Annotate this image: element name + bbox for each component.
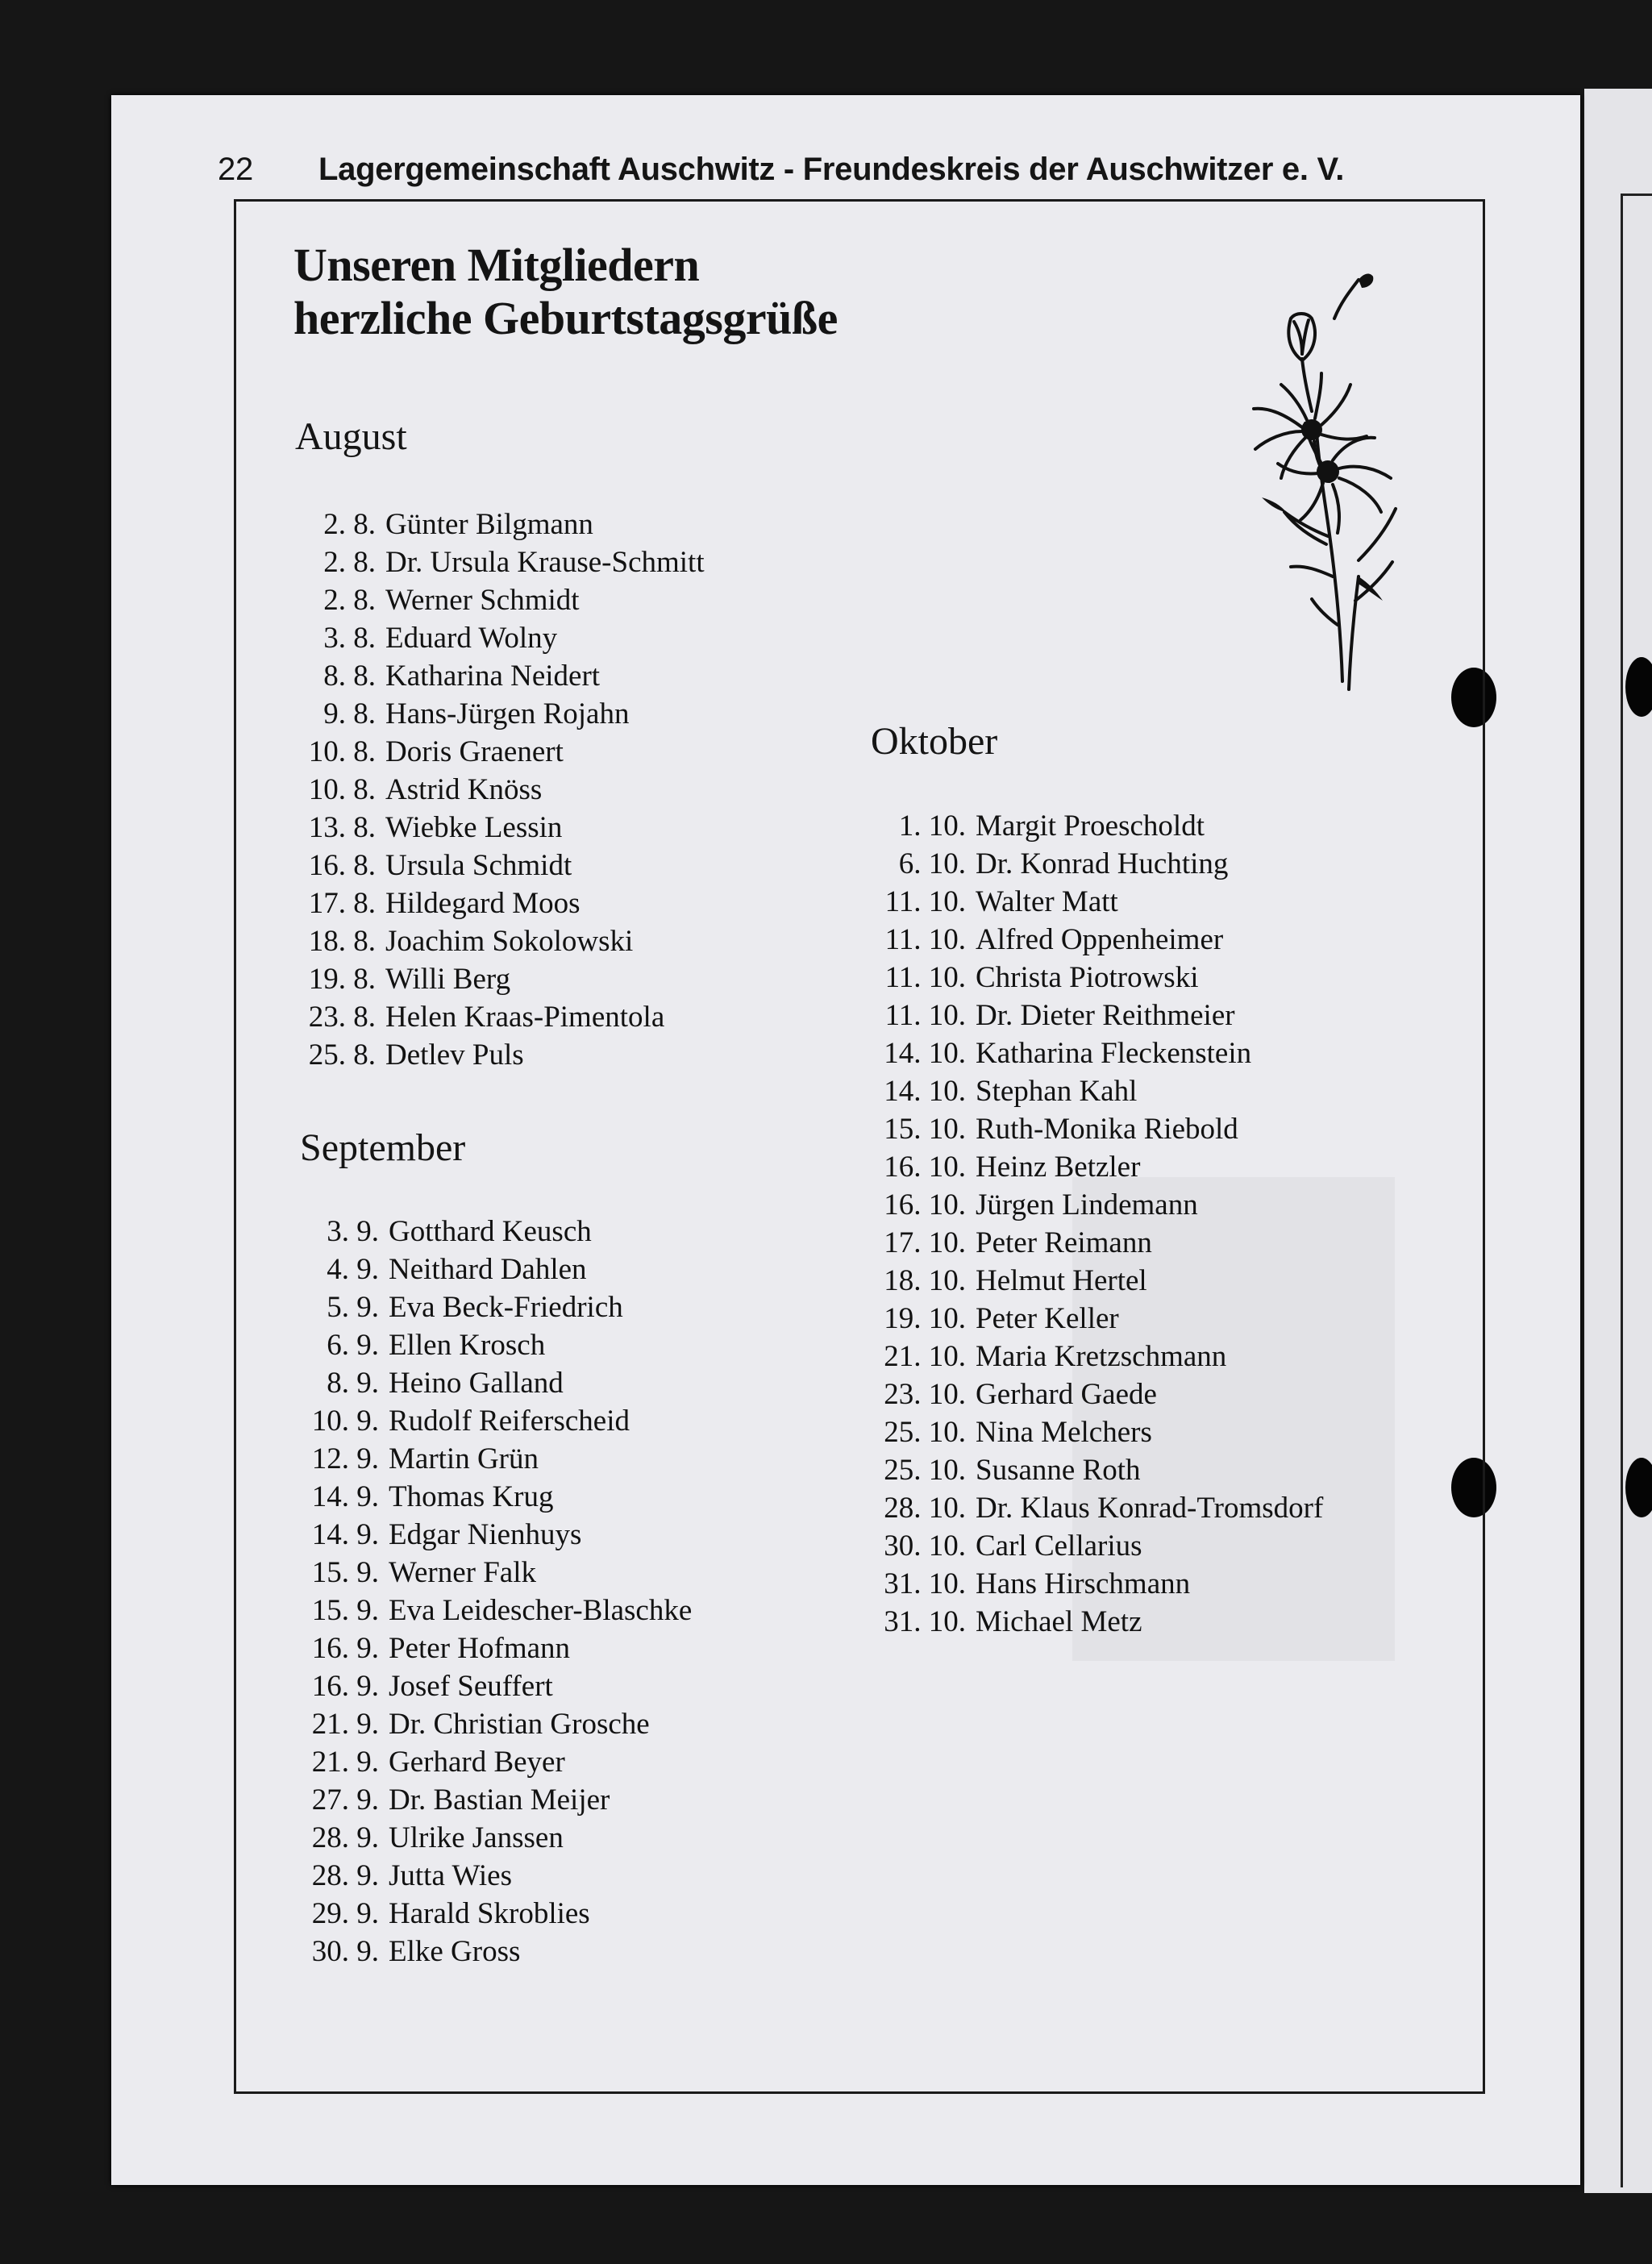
member-name: Dr. Dieter Reithmeier <box>976 999 1235 1032</box>
member-name: Günter Bilgmann <box>385 508 593 541</box>
birthday-date: 27. 9. <box>311 1783 379 1817</box>
member-name: Eva Beck-Friedrich <box>389 1291 623 1324</box>
member-name: Dr. Klaus Konrad-Tromsdorf <box>976 1492 1324 1525</box>
birthday-date: 3. 8. <box>323 622 376 655</box>
birthday-date: 30. 10. <box>884 1529 966 1563</box>
member-name: Eva Leidescher-Blaschke <box>389 1594 693 1627</box>
member-name: Harald Skroblies <box>389 1897 590 1930</box>
list-item <box>285 1667 692 1705</box>
birthday-list-september <box>285 1213 692 1971</box>
list-item <box>285 1288 692 1326</box>
birthday-date: 14. 9. <box>311 1480 379 1513</box>
member-name: Werner Schmidt <box>385 584 580 617</box>
member-name: Margit Proescholdt <box>976 809 1205 843</box>
birthday-date: 17. 8. <box>308 887 376 920</box>
birthday-date: 8. 8. <box>323 660 376 693</box>
list-item <box>871 1565 1323 1603</box>
list-item <box>871 1224 1323 1262</box>
list-item <box>285 1705 692 1743</box>
member-name: Ulrike Janssen <box>389 1821 564 1854</box>
member-name: Michael Metz <box>976 1605 1142 1638</box>
month-heading-oktober: Oktober <box>871 720 998 763</box>
member-name: Elke Gross <box>389 1935 521 1968</box>
member-name: Astrid Knöss <box>385 773 543 806</box>
list-item <box>871 1489 1323 1527</box>
member-name: Hildegard Moos <box>385 887 580 920</box>
list-item <box>282 695 705 733</box>
birthday-date: 6. 10. <box>898 847 966 880</box>
flower-icon <box>1238 270 1415 697</box>
list-item <box>282 619 705 657</box>
birthday-date: 25. 8. <box>308 1038 376 1072</box>
list-item <box>285 1326 692 1364</box>
list-item <box>282 733 705 771</box>
member-name: Willi Berg <box>385 963 511 996</box>
list-item <box>285 1857 692 1895</box>
birthday-date: 2. 8. <box>323 584 376 617</box>
birthday-date: 14. 10. <box>884 1075 966 1108</box>
member-name: Katharina Fleckenstein <box>976 1037 1252 1070</box>
member-name: Doris Graenert <box>385 735 564 768</box>
list-item <box>285 1440 692 1478</box>
member-name: Wiebke Lessin <box>385 811 563 844</box>
birthday-date: 19. 8. <box>308 963 376 996</box>
birthday-date: 21. 9. <box>311 1746 379 1779</box>
member-name: Carl Cellarius <box>976 1529 1142 1563</box>
next-page-edge <box>1584 89 1652 2193</box>
list-item <box>285 1402 692 1440</box>
list-item <box>285 1251 692 1288</box>
birthday-date: 11. 10. <box>884 961 966 994</box>
next-page-punch-hole-lower <box>1625 1458 1652 1517</box>
birthday-date: 28. 10. <box>884 1492 966 1525</box>
list-item <box>282 884 705 922</box>
list-item <box>871 1110 1323 1148</box>
list-item <box>282 506 705 543</box>
list-item <box>285 1743 692 1781</box>
list-item <box>285 1592 692 1629</box>
member-name: Detlev Puls <box>385 1038 524 1072</box>
birthday-date: 18. 8. <box>308 925 376 958</box>
month-heading-august: August <box>295 415 407 458</box>
birthday-date: 11. 10. <box>884 923 966 956</box>
member-name: Edgar Nienhuys <box>389 1518 582 1551</box>
member-name: Jürgen Lindemann <box>976 1188 1198 1221</box>
list-item <box>871 1186 1323 1224</box>
member-name: Peter Hofmann <box>389 1632 571 1665</box>
month-heading-september: September <box>300 1126 466 1169</box>
birthday-date: 31. 10. <box>884 1567 966 1600</box>
birthday-date: 8. 9. <box>327 1367 379 1400</box>
member-name: Susanne Roth <box>976 1454 1141 1487</box>
list-item <box>871 959 1323 997</box>
birthday-date: 16. 9. <box>311 1632 379 1665</box>
birthday-date: 23. 8. <box>308 1001 376 1034</box>
list-item <box>282 809 705 847</box>
birthday-date: 11. 10. <box>884 999 966 1032</box>
birthday-date: 13. 8. <box>308 811 376 844</box>
page-number: 22 <box>218 152 253 187</box>
list-item <box>871 1413 1323 1451</box>
birthday-date: 2. 8. <box>323 508 376 541</box>
birthday-date: 16. 10. <box>884 1188 966 1221</box>
birthday-date: 23. 10. <box>884 1378 966 1411</box>
birthday-date: 5. 9. <box>327 1291 379 1324</box>
member-name: Helmut Hertel <box>976 1264 1147 1297</box>
birthday-date: 6. 9. <box>327 1329 379 1362</box>
member-name: Jutta Wies <box>389 1859 513 1892</box>
member-name: Helen Kraas-Pimentola <box>385 1001 665 1034</box>
birthday-date: 30. 9. <box>311 1935 379 1968</box>
member-name: Alfred Oppenheimer <box>976 923 1224 956</box>
member-name: Neithard Dahlen <box>389 1253 587 1286</box>
member-name: Dr. Ursula Krause-Schmitt <box>385 546 705 579</box>
list-item <box>871 1072 1323 1110</box>
member-name: Eduard Wolny <box>385 622 558 655</box>
birthday-date: 9. 8. <box>323 697 376 730</box>
birthday-date: 10. 8. <box>308 735 376 768</box>
member-name: Maria Kretzschmann <box>976 1340 1227 1373</box>
list-item <box>282 922 705 960</box>
next-page-punch-hole-upper <box>1625 657 1652 717</box>
member-name: Martin Grün <box>389 1442 539 1475</box>
birthday-date: 14. 10. <box>884 1037 966 1070</box>
member-name: Thomas Krug <box>389 1480 554 1513</box>
member-name: Dr. Christian Grosche <box>389 1708 650 1741</box>
list-item <box>282 771 705 809</box>
member-name: Peter Reimann <box>976 1226 1152 1259</box>
birthday-date: 10. 9. <box>311 1405 379 1438</box>
birthday-date: 11. 10. <box>884 885 966 918</box>
birthday-date: 18. 10. <box>884 1264 966 1297</box>
member-name: Christa Piotrowski <box>976 961 1199 994</box>
member-name: Hans-Jürgen Rojahn <box>385 697 630 730</box>
member-name: Ursula Schmidt <box>385 849 572 882</box>
list-item <box>282 657 705 695</box>
birthday-date: 1. 10. <box>898 809 966 843</box>
member-name: Katharina Neidert <box>385 660 601 693</box>
list-item <box>282 847 705 884</box>
list-item <box>871 1451 1323 1489</box>
list-item <box>285 1478 692 1516</box>
member-name: Peter Keller <box>976 1302 1119 1335</box>
birthday-date: 28. 9. <box>311 1859 379 1892</box>
birthday-date: 17. 10. <box>884 1226 966 1259</box>
list-item <box>871 1527 1323 1565</box>
list-item <box>285 1781 692 1819</box>
list-item <box>871 1603 1323 1641</box>
member-name: Heino Galland <box>389 1367 564 1400</box>
birthday-date: 12. 9. <box>311 1442 379 1475</box>
birthday-list-august <box>282 506 705 1074</box>
title-line-2: herzliche Geburtstagsgrüße <box>293 292 838 344</box>
list-item <box>282 960 705 998</box>
member-name: Dr. Bastian Meijer <box>389 1783 610 1817</box>
member-name: Ellen Krosch <box>389 1329 546 1362</box>
list-item <box>282 1036 705 1074</box>
page-title <box>293 239 838 345</box>
birthday-date: 29. 9. <box>311 1897 379 1930</box>
list-item <box>871 1338 1323 1375</box>
list-item <box>285 1629 692 1667</box>
list-item <box>282 543 705 581</box>
member-name: Gerhard Gaede <box>976 1378 1157 1411</box>
member-name: Heinz Betzler <box>976 1151 1141 1184</box>
member-name: Hans Hirschmann <box>976 1567 1191 1600</box>
list-item <box>871 1375 1323 1413</box>
member-name: Nina Melchers <box>976 1416 1152 1449</box>
list-item <box>282 581 705 619</box>
next-page-frame <box>1621 194 1652 2187</box>
member-name: Gotthard Keusch <box>389 1215 592 1248</box>
member-name: Gerhard Beyer <box>389 1746 565 1779</box>
list-item <box>871 921 1323 959</box>
birthday-date: 25. 10. <box>884 1416 966 1449</box>
header-title: Lagergemeinschaft Auschwitz - Freundeskreis der Auschwitzer e. V. <box>318 152 1345 187</box>
birthday-date: 10. 8. <box>308 773 376 806</box>
list-item <box>871 807 1323 845</box>
birthday-date: 19. 10. <box>884 1302 966 1335</box>
birthday-date: 25. 10. <box>884 1454 966 1487</box>
list-item <box>871 845 1323 883</box>
list-item <box>285 1819 692 1857</box>
birthday-date: 21. 9. <box>311 1708 379 1741</box>
birthday-date: 15. 9. <box>311 1594 379 1627</box>
list-item <box>285 1895 692 1933</box>
list-item <box>285 1213 692 1251</box>
list-item <box>871 1148 1323 1186</box>
birthday-date: 15. 9. <box>311 1556 379 1589</box>
list-item <box>871 1262 1323 1300</box>
list-item <box>871 997 1323 1034</box>
list-item <box>285 1554 692 1592</box>
birthday-date: 16. 8. <box>308 849 376 882</box>
birthday-date: 21. 10. <box>884 1340 966 1373</box>
list-item <box>871 1034 1323 1072</box>
title-line-1: Unseren Mitgliedern <box>293 239 700 291</box>
birthday-date: 4. 9. <box>327 1253 379 1286</box>
list-item <box>285 1933 692 1971</box>
member-name: Werner Falk <box>389 1556 536 1589</box>
list-item <box>871 1300 1323 1338</box>
member-name: Josef Seuffert <box>389 1670 553 1703</box>
birthday-date: 14. 9. <box>311 1518 379 1551</box>
birthday-date: 28. 9. <box>311 1821 379 1854</box>
member-name: Dr. Konrad Huchting <box>976 847 1229 880</box>
birthday-date: 31. 10. <box>884 1605 966 1638</box>
page-header <box>218 152 1395 188</box>
list-item <box>285 1364 692 1402</box>
member-name: Stephan Kahl <box>976 1075 1138 1108</box>
member-name: Rudolf Reiferscheid <box>389 1405 630 1438</box>
birthday-date: 16. 10. <box>884 1151 966 1184</box>
member-name: Joachim Sokolowski <box>385 925 634 958</box>
member-name: Ruth-Monika Riebold <box>976 1113 1238 1146</box>
birthday-date: 15. 10. <box>884 1113 966 1146</box>
member-name: Walter Matt <box>976 885 1118 918</box>
list-item <box>871 883 1323 921</box>
list-item <box>282 998 705 1036</box>
birthday-date: 3. 9. <box>327 1215 379 1248</box>
birthday-list-oktober <box>871 807 1323 1641</box>
birthday-date: 2. 8. <box>323 546 376 579</box>
list-item <box>285 1516 692 1554</box>
birthday-date: 16. 9. <box>311 1670 379 1703</box>
